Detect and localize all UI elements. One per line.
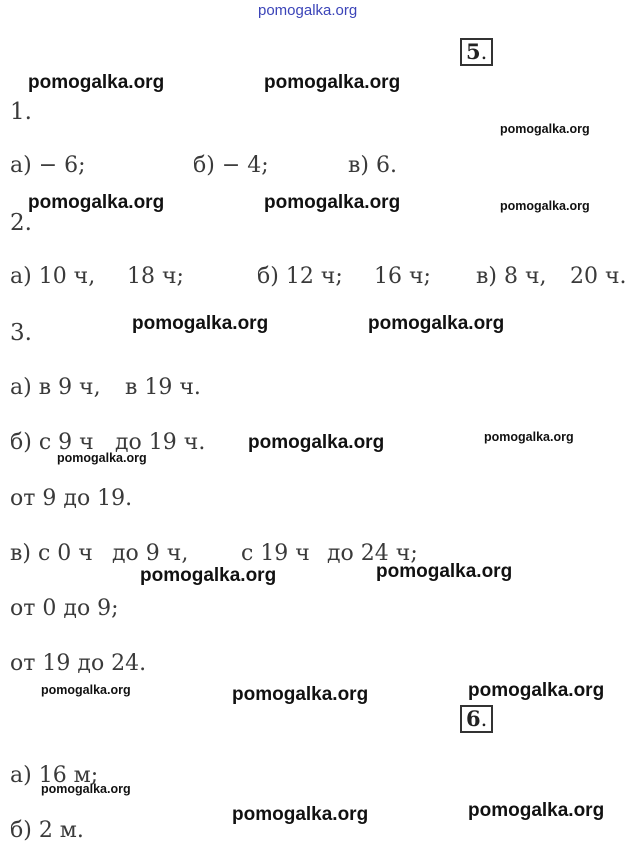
watermark-text-small: pomogalka.org: [500, 199, 590, 213]
answer-2c-first: в) 8 ч,: [476, 264, 547, 289]
part-label-2: 2.: [10, 210, 32, 236]
answer-3c-fourth: до 24 ч;: [327, 541, 418, 566]
answer-1c: в) 6.: [348, 153, 397, 178]
answer-2c-second: 20 ч.: [570, 264, 627, 289]
watermark-text: pomogalka.org: [232, 804, 369, 825]
watermark-text: pomogalka.org: [264, 72, 401, 93]
watermark-text: pomogalka.org: [264, 192, 401, 213]
watermark-text: pomogalka.org: [468, 680, 605, 701]
watermark-text: pomogalka.org: [28, 192, 165, 213]
part-label-3: 3.: [10, 320, 32, 346]
watermark-text-small: pomogalka.org: [484, 430, 574, 444]
watermark-text: pomogalka.org: [28, 72, 165, 93]
answer-6b: б) 2 м.: [10, 818, 84, 843]
answer-3a-first: а) в 9 ч,: [10, 375, 101, 400]
watermark-text-small: pomogalka.org: [500, 122, 590, 136]
answer-1a: а) − 6;: [10, 153, 86, 178]
answer-3a-second: в 19 ч.: [125, 375, 201, 400]
answer-3b-first: б) с 9 ч: [10, 430, 94, 455]
watermark-text: pomogalka.org: [468, 800, 605, 821]
site-header-link[interactable]: pomogalka.org: [258, 2, 358, 19]
watermark-text: pomogalka.org: [376, 561, 513, 582]
watermark-text: pomogalka.org: [232, 684, 369, 705]
answer-2a-second: 18 ч;: [127, 264, 184, 289]
watermark-text: pomogalka.org: [132, 313, 269, 334]
task-number-dot: .: [480, 707, 488, 731]
answer-2b-second: 16 ч;: [374, 264, 431, 289]
watermark-text-small: pomogalka.org: [41, 782, 131, 796]
answer-1b: б) − 4;: [193, 153, 269, 178]
answer-2a-first: а) 10 ч,: [10, 264, 96, 289]
answer-3b-second: до 19 ч.: [115, 430, 206, 455]
task-number-5: 5: [466, 39, 481, 64]
watermark-text: pomogalka.org: [368, 313, 505, 334]
answer-3b-range: от 9 до 19.: [10, 486, 133, 511]
watermark-text: pomogalka.org: [140, 565, 277, 586]
answer-2b-first: б) 12 ч;: [257, 264, 343, 289]
watermark-text-small: pomogalka.org: [41, 683, 131, 697]
task-number-6: 6: [466, 706, 481, 731]
watermark-text-small: pomogalka.org: [57, 451, 147, 465]
task-number-box-6: [460, 705, 493, 733]
part-label-1: 1.: [10, 99, 32, 125]
answer-3c-third: с 19 ч: [241, 541, 310, 566]
task-number-dot: .: [480, 40, 488, 64]
answer-6a: а) 16 м;: [10, 763, 99, 788]
watermark-text: pomogalka.org: [248, 432, 385, 453]
answer-3c-range-1: от 0 до 9;: [10, 596, 119, 621]
answer-3c-first: в) с 0 ч: [10, 541, 93, 566]
answer-3c-second: до 9 ч,: [112, 541, 189, 566]
task-number-box-5: [460, 38, 493, 66]
answer-3c-range-2: от 19 до 24.: [10, 651, 147, 676]
